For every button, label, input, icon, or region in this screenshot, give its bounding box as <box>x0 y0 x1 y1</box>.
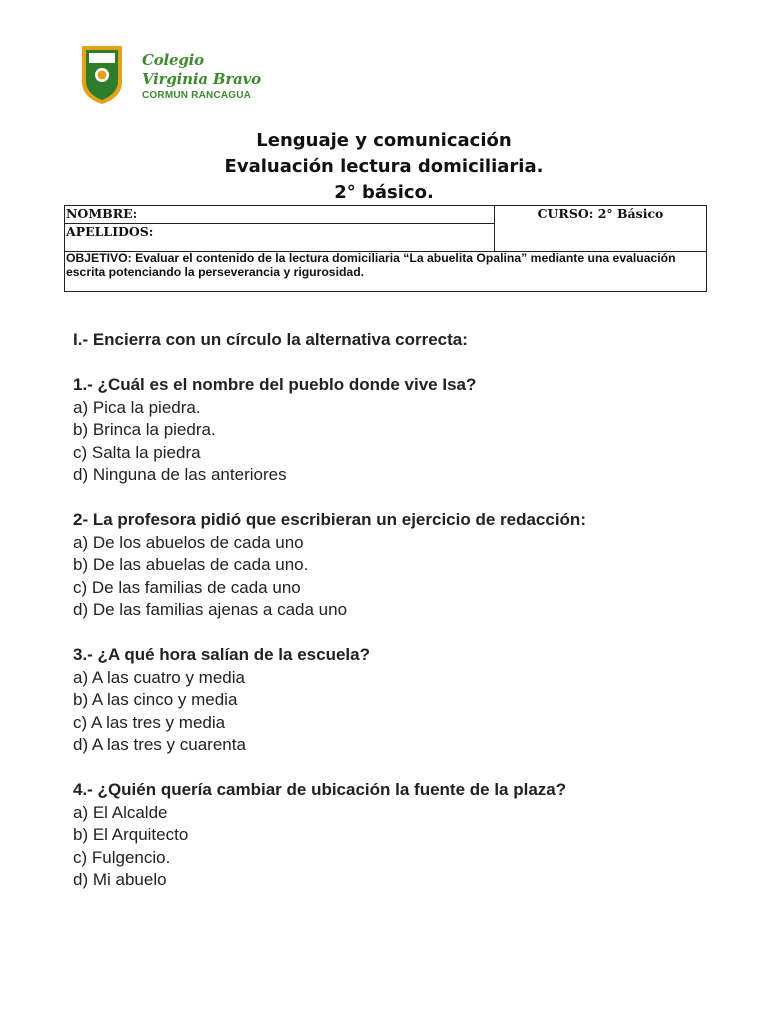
q2-option-a[interactable]: a) De los abuelos de cada uno <box>73 532 304 552</box>
question-4: 4.- ¿Quién quería cambiar de ubicación la fuente de la plaza? <box>73 780 567 799</box>
q1-option-a[interactable]: a) Pica la piedra. <box>73 397 201 417</box>
q4-option-b[interactable]: b) El Arquitecto <box>73 825 189 844</box>
q2-option-c[interactable]: c) De las familias de cada uno <box>73 577 301 597</box>
nombre-label: NOMBRE: <box>66 206 138 221</box>
instructions: I.- Encierra con un círculo la alternativa correcta: <box>73 330 468 349</box>
objetivo-cell <box>65 252 707 292</box>
curso-label: CURSO: 2° Básico <box>537 206 664 221</box>
document-title <box>0 128 768 206</box>
apellidos-field[interactable] <box>65 224 495 252</box>
title-evaluation: Evaluación lectura domiciliaria. <box>224 156 544 177</box>
school-crest-logo <box>80 44 124 106</box>
q4-option-d[interactable]: d) Mi abuelo <box>73 870 167 889</box>
apellidos-label: APELLIDOS: <box>66 224 154 239</box>
school-name-line2: Virginia Bravo <box>142 70 261 88</box>
title-grade: 2° básico. <box>334 182 434 203</box>
q3-option-b[interactable]: b) A las cinco y media <box>73 690 238 709</box>
school-name-line1: Colegio <box>142 51 204 69</box>
question-1: 1.- ¿Cuál es el nombre del pueblo donde vive Isa? <box>73 375 477 394</box>
school-header <box>80 44 261 108</box>
question-2: 2- La profesora pidió que escribieran un ejercicio de redacción: <box>73 510 586 529</box>
q1-option-b[interactable]: b) Brinca la piedra. <box>73 420 216 439</box>
q1-option-c[interactable]: c) Salta la piedra <box>73 442 201 462</box>
school-name <box>142 51 261 102</box>
curso-cell <box>495 206 707 252</box>
title-subject: Lenguaje y comunicación <box>256 130 512 151</box>
q4-option-c[interactable]: c) Fulgencio. <box>73 847 171 867</box>
nombre-field[interactable] <box>65 206 495 224</box>
question-3: 3.- ¿A qué hora salían de la escuela? <box>73 645 370 664</box>
q2-option-d[interactable]: d) De las familias ajenas a cada uno <box>73 600 348 619</box>
q3-option-c[interactable]: c) A las tres y media <box>73 712 226 732</box>
evaluation-content <box>73 329 586 892</box>
student-info-table <box>64 205 707 292</box>
q1-option-d[interactable]: d) Ninguna de las anteriores <box>73 465 287 484</box>
q3-option-a[interactable]: a) A las cuatro y media <box>73 667 245 687</box>
q2-option-b[interactable]: b) De las abuelas de cada uno. <box>73 555 309 574</box>
school-name-line3: CORMUN RANCAGUA <box>142 90 252 101</box>
objetivo-text: OBJETIVO: Evaluar el contenido de la lectura domiciliaria “La abuelita Opalina” mediante una evaluación escrita potenciando la perseverancia y rigurosidad. <box>66 251 676 279</box>
q3-option-d[interactable]: d) A las tres y cuarenta <box>73 735 246 754</box>
q4-option-a[interactable]: a) El Alcalde <box>73 802 168 822</box>
